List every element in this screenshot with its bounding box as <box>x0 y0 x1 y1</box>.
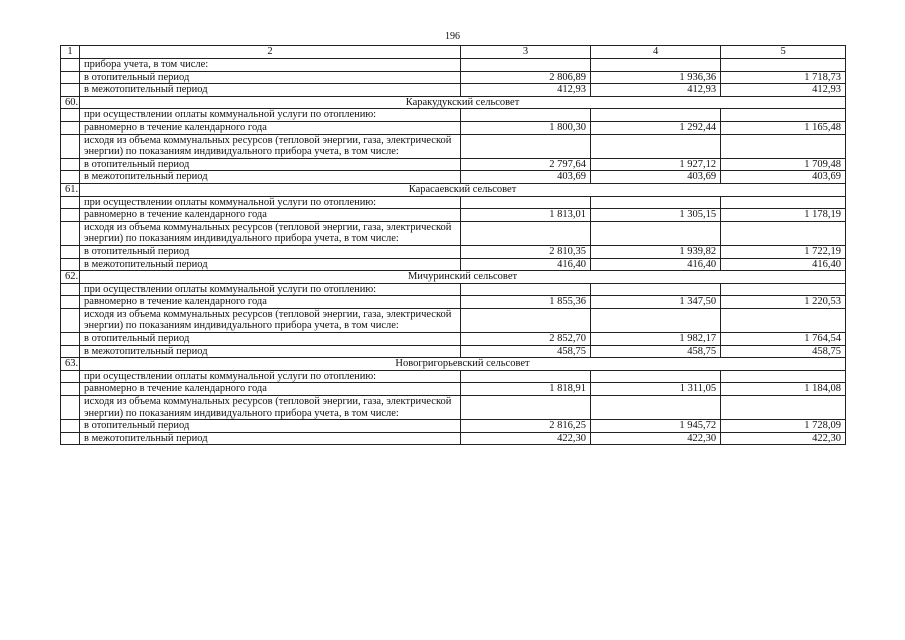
table-row <box>61 396 846 420</box>
value-col-5: 1 764,54 <box>721 333 846 346</box>
value-col-5 <box>721 109 846 122</box>
row-label: равномерно в течение календарного года <box>80 209 461 222</box>
value-col-5: 403,69 <box>721 171 846 184</box>
table-row <box>61 383 846 396</box>
value-col-3: 422,30 <box>460 432 590 445</box>
row-label: исходя из объема коммунальных ресурсов (тепловой энергии, газа, электрической энергии) по показаниям индивидуального прибора учета, в том числе: <box>80 308 461 332</box>
tariff-table <box>60 45 846 445</box>
table-row <box>61 59 846 72</box>
row-number-cell <box>61 308 80 332</box>
value-col-4: 1 292,44 <box>591 121 721 134</box>
row-number-cell <box>61 333 80 346</box>
group-title: Мичуринский сельсовет <box>80 271 846 284</box>
value-col-4: 422,30 <box>591 432 721 445</box>
value-col-4: 1 982,17 <box>591 333 721 346</box>
row-number-cell <box>61 345 80 358</box>
row-label: в межотопительный период <box>80 171 461 184</box>
group-number: 63. <box>61 358 80 371</box>
value-col-3: 412,93 <box>460 84 590 97</box>
header-col-3: 3 <box>460 46 590 59</box>
value-col-3 <box>460 221 590 245</box>
value-col-3: 1 800,30 <box>460 121 590 134</box>
row-number-cell <box>61 158 80 171</box>
value-col-5: 1 718,73 <box>721 71 846 84</box>
value-col-5 <box>721 221 846 245</box>
value-col-3 <box>460 59 590 72</box>
row-label: в отопительный период <box>80 245 461 258</box>
value-col-4 <box>591 134 721 158</box>
header-col-5: 5 <box>721 46 846 59</box>
row-label: в межотопительный период <box>80 258 461 271</box>
value-col-3 <box>460 396 590 420</box>
value-col-3 <box>460 109 590 122</box>
value-col-5: 1 184,08 <box>721 383 846 396</box>
row-number-cell <box>61 420 80 433</box>
group-row <box>61 358 846 371</box>
row-number-cell <box>61 121 80 134</box>
table-row <box>61 333 846 346</box>
row-number-cell <box>61 245 80 258</box>
value-col-3: 416,40 <box>460 258 590 271</box>
row-number-cell <box>61 432 80 445</box>
value-col-4: 1 945,72 <box>591 420 721 433</box>
header-col-2: 2 <box>80 46 461 59</box>
table-row <box>61 209 846 222</box>
row-number-cell <box>61 109 80 122</box>
value-col-4 <box>591 308 721 332</box>
value-col-3 <box>460 134 590 158</box>
row-number-cell <box>61 209 80 222</box>
table-row <box>61 296 846 309</box>
table-row <box>61 420 846 433</box>
table-row <box>61 283 846 296</box>
header-col-1: 1 <box>61 46 80 59</box>
value-col-4: 1 939,82 <box>591 245 721 258</box>
table-row <box>61 345 846 358</box>
value-col-5: 1 165,48 <box>721 121 846 134</box>
value-col-5 <box>721 134 846 158</box>
row-number-cell <box>61 383 80 396</box>
table-row <box>61 432 846 445</box>
value-col-3: 403,69 <box>460 171 590 184</box>
value-col-5 <box>721 308 846 332</box>
row-number-cell <box>61 196 80 209</box>
value-col-4: 416,40 <box>591 258 721 271</box>
row-number-cell <box>61 396 80 420</box>
value-col-4: 1 936,36 <box>591 71 721 84</box>
table-row <box>61 158 846 171</box>
table-row <box>61 258 846 271</box>
group-number: 61. <box>61 183 80 196</box>
page-number: 196 <box>445 31 460 42</box>
row-number-cell <box>61 59 80 72</box>
row-label: исходя из объема коммунальных ресурсов (тепловой энергии, газа, электрической энергии) по показаниям индивидуального прибора учета, в том числе: <box>80 134 461 158</box>
value-col-4 <box>591 370 721 383</box>
value-col-5: 1 728,09 <box>721 420 846 433</box>
group-row <box>61 96 846 109</box>
row-label: исходя из объема коммунальных ресурсов (тепловой энергии, газа, электрической энергии) по показаниям индивидуального прибора учета, в том числе: <box>80 396 461 420</box>
value-col-5: 1 709,48 <box>721 158 846 171</box>
value-col-4 <box>591 396 721 420</box>
value-col-5: 416,40 <box>721 258 846 271</box>
value-col-4 <box>591 221 721 245</box>
row-label: в отопительный период <box>80 71 461 84</box>
value-col-3 <box>460 283 590 296</box>
header-col-4: 4 <box>591 46 721 59</box>
table-row <box>61 84 846 97</box>
value-col-3: 1 813,01 <box>460 209 590 222</box>
value-col-3: 2 806,89 <box>460 71 590 84</box>
table-row <box>61 196 846 209</box>
value-col-4: 1 347,50 <box>591 296 721 309</box>
row-label: при осуществлении оплаты коммунальной услуги по отоплению: <box>80 196 461 209</box>
group-number: 62. <box>61 271 80 284</box>
table-row <box>61 245 846 258</box>
row-number-cell <box>61 221 80 245</box>
table-row <box>61 171 846 184</box>
row-label: в отопительный период <box>80 333 461 346</box>
value-col-3: 2 797,64 <box>460 158 590 171</box>
table-row <box>61 221 846 245</box>
row-label: в отопительный период <box>80 420 461 433</box>
value-col-3: 1 818,91 <box>460 383 590 396</box>
value-col-3 <box>460 308 590 332</box>
row-label: при осуществлении оплаты коммунальной услуги по отоплению: <box>80 370 461 383</box>
table-row <box>61 134 846 158</box>
value-col-4 <box>591 59 721 72</box>
row-number-cell <box>61 171 80 184</box>
value-col-5 <box>721 283 846 296</box>
value-col-5 <box>721 59 846 72</box>
group-row <box>61 183 846 196</box>
group-number: 60. <box>61 96 80 109</box>
row-number-cell <box>61 258 80 271</box>
value-col-5 <box>721 196 846 209</box>
value-col-5: 458,75 <box>721 345 846 358</box>
value-col-5: 422,30 <box>721 432 846 445</box>
row-number-cell <box>61 84 80 97</box>
table-row <box>61 308 846 332</box>
value-col-4: 458,75 <box>591 345 721 358</box>
value-col-3 <box>460 370 590 383</box>
row-number-cell <box>61 71 80 84</box>
row-label: в межотопительный период <box>80 345 461 358</box>
group-row <box>61 271 846 284</box>
value-col-4: 412,93 <box>591 84 721 97</box>
value-col-5: 1 722,19 <box>721 245 846 258</box>
table-row <box>61 109 846 122</box>
group-title: Новогригорьевский сельсовет <box>80 358 846 371</box>
value-col-3 <box>460 196 590 209</box>
row-number-cell <box>61 283 80 296</box>
value-col-5 <box>721 370 846 383</box>
value-col-5: 412,93 <box>721 84 846 97</box>
row-label: в межотопительный период <box>80 432 461 445</box>
value-col-4: 403,69 <box>591 171 721 184</box>
group-title: Карасаевский сельсовет <box>80 183 846 196</box>
row-label: прибора учета, в том числе: <box>80 59 461 72</box>
table-row <box>61 71 846 84</box>
value-col-4 <box>591 196 721 209</box>
row-label: в отопительный период <box>80 158 461 171</box>
header-row <box>61 46 846 59</box>
group-title: Каракудукский сельсовет <box>80 96 846 109</box>
row-label: равномерно в течение календарного года <box>80 121 461 134</box>
row-label: исходя из объема коммунальных ресурсов (тепловой энергии, газа, электрической энергии) по показаниям индивидуального прибора учета, в том числе: <box>80 221 461 245</box>
value-col-5: 1 178,19 <box>721 209 846 222</box>
row-label: равномерно в течение календарного года <box>80 383 461 396</box>
value-col-5: 1 220,53 <box>721 296 846 309</box>
row-number-cell <box>61 134 80 158</box>
value-col-4: 1 305,15 <box>591 209 721 222</box>
value-col-5 <box>721 396 846 420</box>
table-body <box>61 46 846 445</box>
row-label: в межотопительный период <box>80 84 461 97</box>
value-col-3: 2 810,35 <box>460 245 590 258</box>
row-label: при осуществлении оплаты коммунальной услуги по отоплению: <box>80 283 461 296</box>
row-label: равномерно в течение календарного года <box>80 296 461 309</box>
value-col-3: 458,75 <box>460 345 590 358</box>
value-col-3: 2 852,70 <box>460 333 590 346</box>
value-col-4 <box>591 109 721 122</box>
value-col-4: 1 927,12 <box>591 158 721 171</box>
value-col-3: 1 855,36 <box>460 296 590 309</box>
table-row <box>61 121 846 134</box>
value-col-3: 2 816,25 <box>460 420 590 433</box>
value-col-4: 1 311,05 <box>591 383 721 396</box>
row-label: при осуществлении оплаты коммунальной услуги по отоплению: <box>80 109 461 122</box>
row-number-cell <box>61 296 80 309</box>
table-row <box>61 370 846 383</box>
value-col-4 <box>591 283 721 296</box>
row-number-cell <box>61 370 80 383</box>
